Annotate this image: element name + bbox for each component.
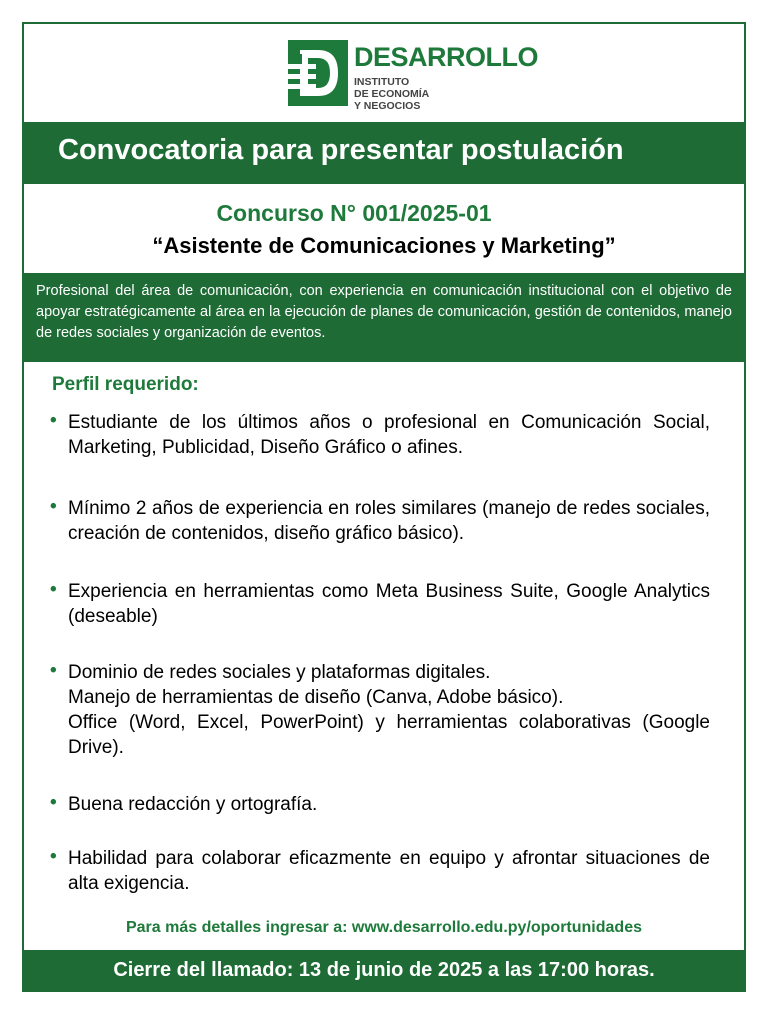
requirement-item: [50, 579, 710, 629]
description-band: [24, 273, 744, 362]
institution-logo: [288, 40, 548, 110]
requirement-text: Mínimo 2 años de experiencia en roles similares (manejo de redes sociales, creación de contenidos, diseño gráfico básico).: [68, 498, 710, 544]
profile-heading: Perfil requerido:: [52, 374, 199, 395]
requirement-item: [50, 660, 710, 760]
requirement-text: Habilidad para colaborar eficazmente en equipo y afrontar situaciones de alta exigencia.: [68, 848, 710, 894]
page-title: Convocatoria para presentar postulación: [58, 134, 624, 166]
more-info-link[interactable]: Para más detalles ingresar a: www.desarrollo.edu.py/oportunidades: [125, 919, 642, 936]
position-description: Profesional del área de comunicación, con experiencia en comunicación institucional con el objetivo de apoyar estratégicamente al área en la ejecución de planes de comunicación, gestión de contenidos, manejo de redes sociales y organización de eventos.: [36, 283, 732, 341]
contest-position: “Asistente de Comunicaciones y Marketing”: [152, 233, 616, 258]
requirement-item: [50, 846, 710, 896]
desarrollo-d-logo-icon: [288, 40, 348, 106]
requirement-item: [50, 496, 710, 546]
bullet-icon: •: [50, 496, 57, 517]
poster-frame: [22, 22, 746, 992]
contest-info: [24, 200, 744, 259]
bullet-icon: •: [50, 846, 57, 867]
bullet-icon: •: [50, 579, 57, 600]
requirement-item: [50, 410, 710, 460]
bullet-icon: •: [50, 660, 57, 681]
requirement-text: Estudiante de los últimos años o profesional en Comunicación Social, Marketing, Publicidad, Diseño Gráfico o afines.: [68, 412, 710, 458]
deadline-text: Cierre del llamado: 13 de junio de 2025 a las 17:00 horas.: [113, 959, 655, 981]
contest-number: Concurso N° 001/2025-01: [216, 200, 492, 226]
requirement-text: Experiencia en herramientas como Meta Business Suite, Google Analytics (deseable): [68, 581, 710, 627]
requirement-text: Dominio de redes sociales y plataformas digitales. Manejo de herramientas de diseño (Canva, Adobe básico). Office (Word, Excel, PowerPoint) y herramientas colaborativas (Google Drive).: [68, 662, 710, 758]
deadline-band: [24, 950, 744, 992]
requirement-text: Buena redacción y ortografía.: [68, 794, 318, 815]
logo-title: DESARROLLO: [354, 42, 538, 72]
bullet-icon: •: [50, 792, 57, 813]
requirement-item: [50, 792, 710, 817]
logo-subtitle: INSTITUTO DE ECONOMÍA Y NEGOCIOS: [354, 76, 430, 112]
header-band: [24, 122, 744, 184]
bullet-icon: •: [50, 410, 57, 431]
